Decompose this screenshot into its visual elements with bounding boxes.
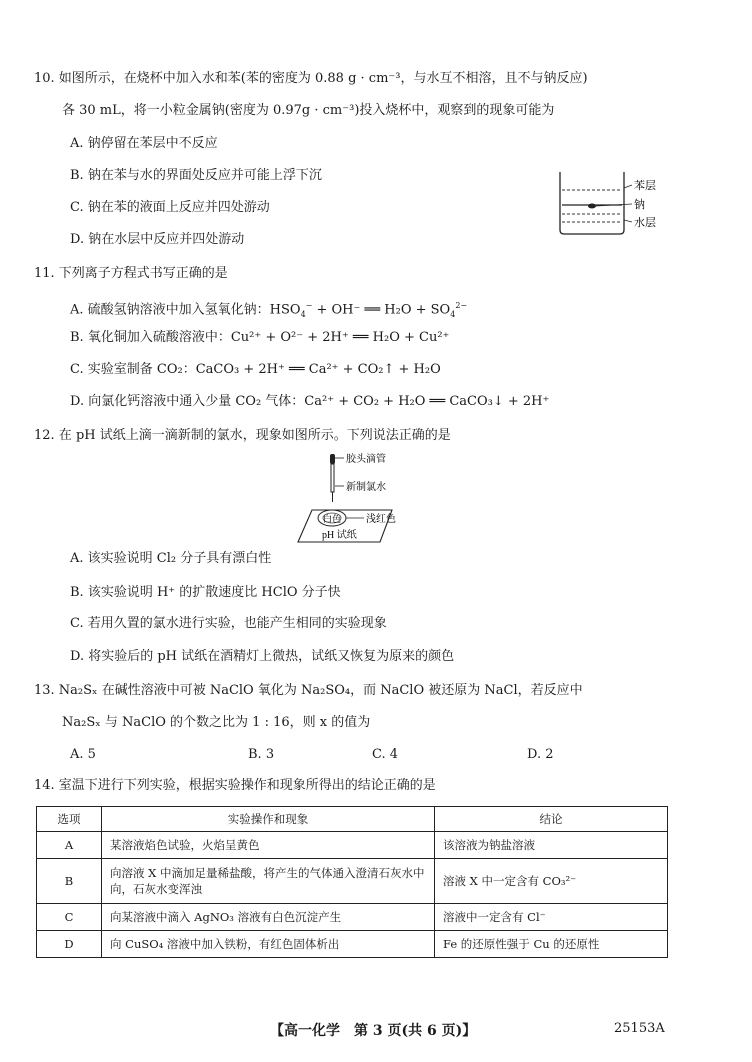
header-option: 选项: [37, 807, 102, 832]
row-option: B: [37, 859, 102, 904]
table-row: [37, 931, 668, 958]
q11-option-b: B. 氧化铜加入硫酸溶液中：Cu²⁺ + O²⁻ + 2H⁺ ══ H₂O + Cu²⁺: [70, 330, 450, 345]
q10-option-b: B. 钠在苯与水的界面处反应并可能上浮下沉: [70, 168, 322, 183]
table-header-row: [37, 807, 668, 832]
label-sodium: 钠: [634, 199, 645, 211]
row-operation: 向某溶液中滴入 AgNO₃ 溶液有白色沉淀产生: [102, 904, 435, 931]
q12-option-d: D. 将实验后的 pH 试纸在酒精灯上微热，试纸又恢复为原来的颜色: [70, 649, 455, 664]
row-conclusion: 该溶液为钠盐溶液: [435, 832, 668, 859]
ph-paper-figure: [292, 452, 442, 544]
row-operation-line1: 向溶液 X 中滴加足量稀盐酸，将产生的气体通入澄清石灰水中: [110, 866, 425, 880]
q12-option-a: A. 该实验说明 Cl₂ 分子具有漂白性: [70, 551, 272, 566]
table-row: [37, 904, 668, 931]
label-water: 水层: [634, 217, 656, 229]
q12-stem: 12. 在 pH 试纸上滴一滴新制的氯水，现象如图所示。下列说法正确的是: [34, 428, 451, 443]
q11-option-a: A. 硫酸氢钠溶液中加入氢氧化钠：$HSO_4^- + OH^-$ ══ $H_2O + SO_4^{2-}$: [70, 301, 468, 319]
q13-stem-line1: 13. Na₂Sₓ 在碱性溶液中可被 NaClO 氧化为 Na₂SO₄，而 NaClO 被还原为 NaCl，若反应中: [34, 683, 583, 698]
row-operation: 向 CuSO₄ 溶液中加入铁粉，有红色固体析出: [102, 931, 435, 958]
q10-stem-line2: 各 30 mL，将一小粒金属钠(密度为 0.97g · cm⁻³)投入烧杯中，观察到的现象可能为: [62, 103, 555, 118]
label-white: 白色: [323, 514, 342, 524]
table-row: [37, 832, 668, 859]
label-ph-paper: pH 试纸: [322, 530, 357, 541]
page-footer: 【高一化学 第 3 页(共 6 页)】: [270, 1023, 477, 1039]
q12-option-c: C. 若用久置的氯水进行实验，也能产生相同的实验现象: [70, 616, 387, 631]
q10-option-d: D. 钠在水层中反应并四处游动: [70, 232, 245, 247]
row-operation: 某溶液焰色试验，火焰呈黄色: [102, 832, 435, 859]
experiment-table: [36, 806, 668, 958]
paper-code: 25153A: [614, 1021, 665, 1036]
row-operation: [102, 859, 435, 904]
label-light-red: 浅红色: [366, 514, 396, 525]
row-option: A: [37, 832, 102, 859]
sodium-piece: [588, 204, 596, 209]
table-row: [37, 859, 668, 904]
row-conclusion: 溶液中一定含有 Cl⁻: [435, 904, 668, 931]
ph-diagram: [292, 452, 442, 544]
row-option: D: [37, 931, 102, 958]
beaker-diagram: [558, 168, 698, 238]
q13-option-a: A. 5: [70, 747, 96, 762]
beaker-figure: [558, 168, 698, 238]
header-conclusion: 结论: [435, 807, 668, 832]
q13-option-c: C. 4: [372, 747, 399, 762]
q10-stem-line1: 10. 如图所示，在烧杯中加入水和苯(苯的密度为 0.88 g · cm⁻³，与水互不相溶，且不与钠反应): [34, 71, 588, 86]
row-operation-line2: 向，石灰水变浑浊: [110, 882, 202, 896]
q11-option-d: D. 向氯化钙溶液中通入少量 CO₂ 气体：Ca²⁺ + CO₂ + H₂O ══ CaCO₃↓ + 2H⁺: [70, 394, 550, 409]
row-conclusion: 溶液 X 中一定含有 CO₃²⁻: [435, 859, 668, 904]
q11-stem: 11. 下列离子方程式书写正确的是: [34, 266, 228, 281]
row-option: C: [37, 904, 102, 931]
q13-option-b: B. 3: [248, 747, 275, 762]
q12-option-b: B. 该实验说明 H⁺ 的扩散速度比 HClO 分子快: [70, 585, 341, 600]
label-benzene: 苯层: [634, 180, 656, 192]
q10-option-a: A. 钠停留在苯层中不反应: [70, 136, 218, 151]
row-conclusion: Fe 的还原性强于 Cu 的还原性: [435, 931, 668, 958]
q10-option-c: C. 钠在苯的液面上反应并四处游动: [70, 200, 270, 215]
q11-a-tail: + OH⁻ ══ H₂O + SO: [312, 302, 451, 318]
q11-a-prefix: A. 硫酸氢钠溶液中加入氢氧化钠：HSO: [70, 302, 301, 318]
q13-stem-line2: Na₂Sₓ 与 NaClO 的个数之比为 1 : 16，则 x 的值为: [62, 715, 371, 730]
q14-stem: 14. 室温下进行下列实验，根据实验操作和现象所得出的结论正确的是: [34, 778, 436, 793]
q11-option-c: C. 实验室制备 CO₂：CaCO₃ + 2H⁺ ══ Ca²⁺ + CO₂↑ + H₂O: [70, 362, 441, 377]
label-chlorine-water: 新制氯水: [346, 482, 386, 493]
q13-option-d: D. 2: [527, 747, 554, 762]
header-operation: 实验操作和现象: [102, 807, 435, 832]
label-dropper: 胶头滴管: [346, 454, 386, 465]
